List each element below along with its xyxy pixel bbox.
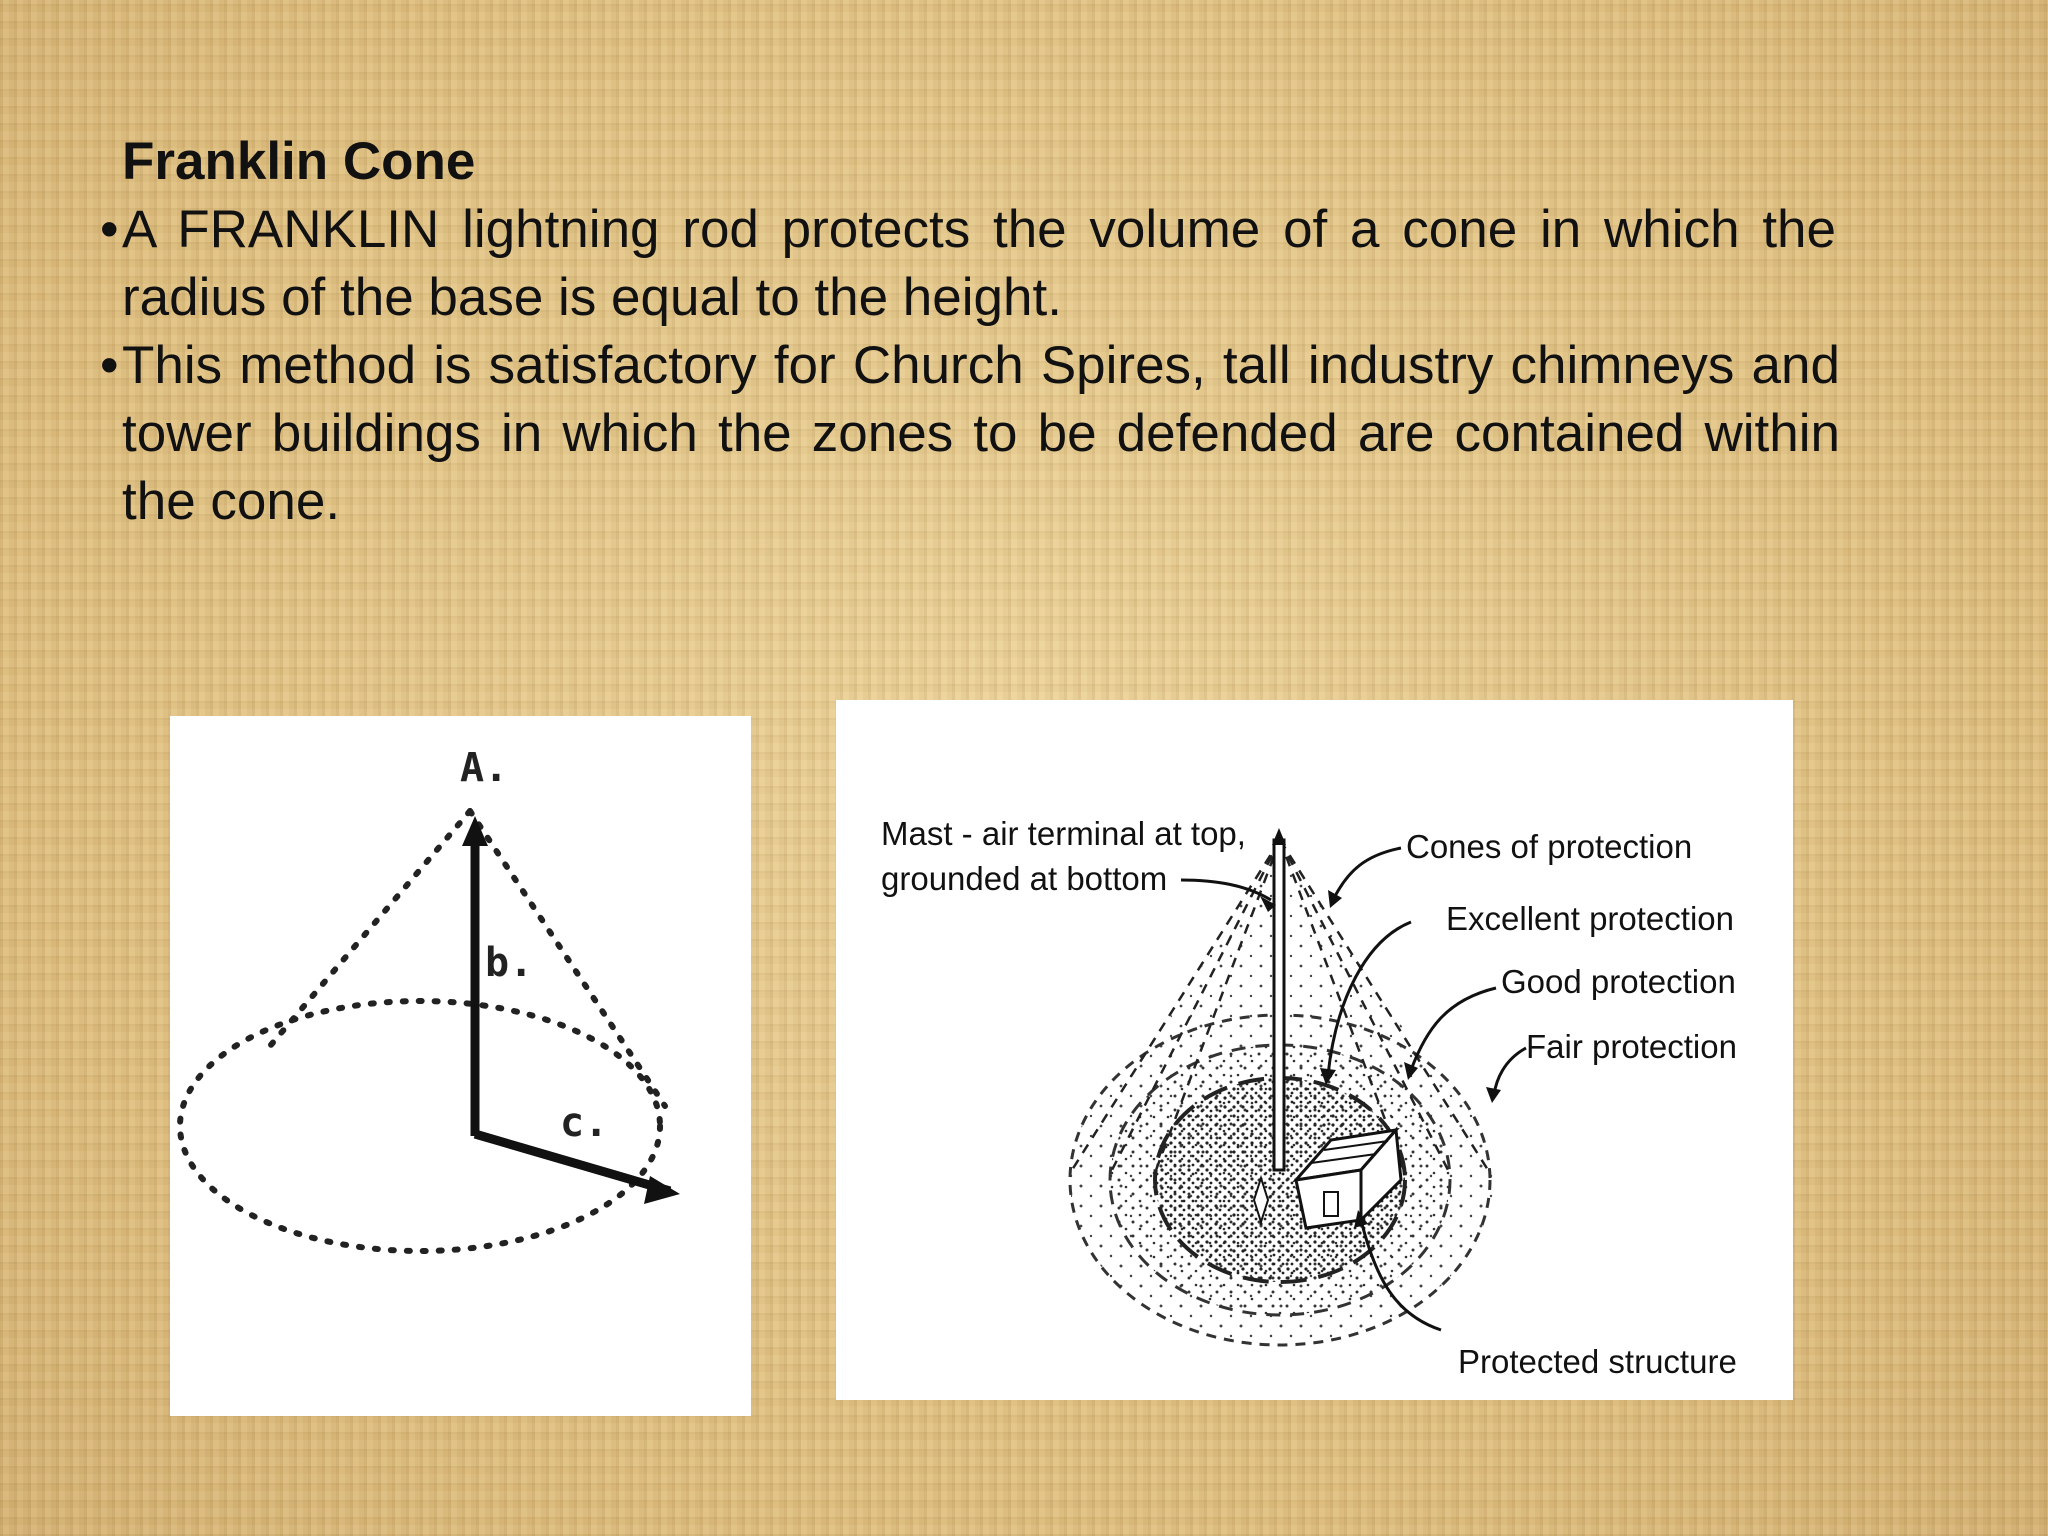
cone-left-side <box>270 811 470 1046</box>
excellent-label: Excellent protection <box>1446 900 1734 937</box>
good-label: Good protection <box>1501 963 1736 1000</box>
slide-title: Franklin Cone <box>122 132 476 191</box>
bullet-item <box>100 332 1840 536</box>
air-terminal <box>1272 828 1286 845</box>
fair-label: Fair protection <box>1526 1028 1737 1065</box>
protection-cones-diagram <box>836 700 1793 1400</box>
bullet-text: This method is satisfactory for Church Spires, tall industry chimneys and tower buildings in which the zones to be defended are contained within the cone. <box>122 336 1840 531</box>
radius-arrowhead <box>644 1176 680 1204</box>
mast-label-line1: Mast - air terminal at top, <box>881 815 1246 852</box>
apex-label: A. <box>460 745 509 791</box>
mast-diagram-svg <box>836 700 1793 1400</box>
height-label: b. <box>485 940 534 986</box>
radius-label: c. <box>560 1100 609 1146</box>
cone-diagram-svg <box>170 716 751 1416</box>
bullet-marker: • <box>100 200 119 259</box>
height-arrowhead <box>462 816 488 846</box>
bullet-item <box>100 196 1836 332</box>
bullet-text: A FRANKLIN lightning rod protects the volume of a cone in which the radius of the base is equal to the height. <box>122 200 1836 327</box>
cones-label: Cones of protection <box>1406 828 1693 865</box>
mast <box>1274 840 1284 1170</box>
bullet-marker: • <box>100 336 119 395</box>
franklin-cone-diagram <box>170 716 751 1416</box>
mast-label-line2: grounded at bottom <box>881 860 1168 897</box>
structure-label: Protected structure <box>1458 1343 1737 1380</box>
